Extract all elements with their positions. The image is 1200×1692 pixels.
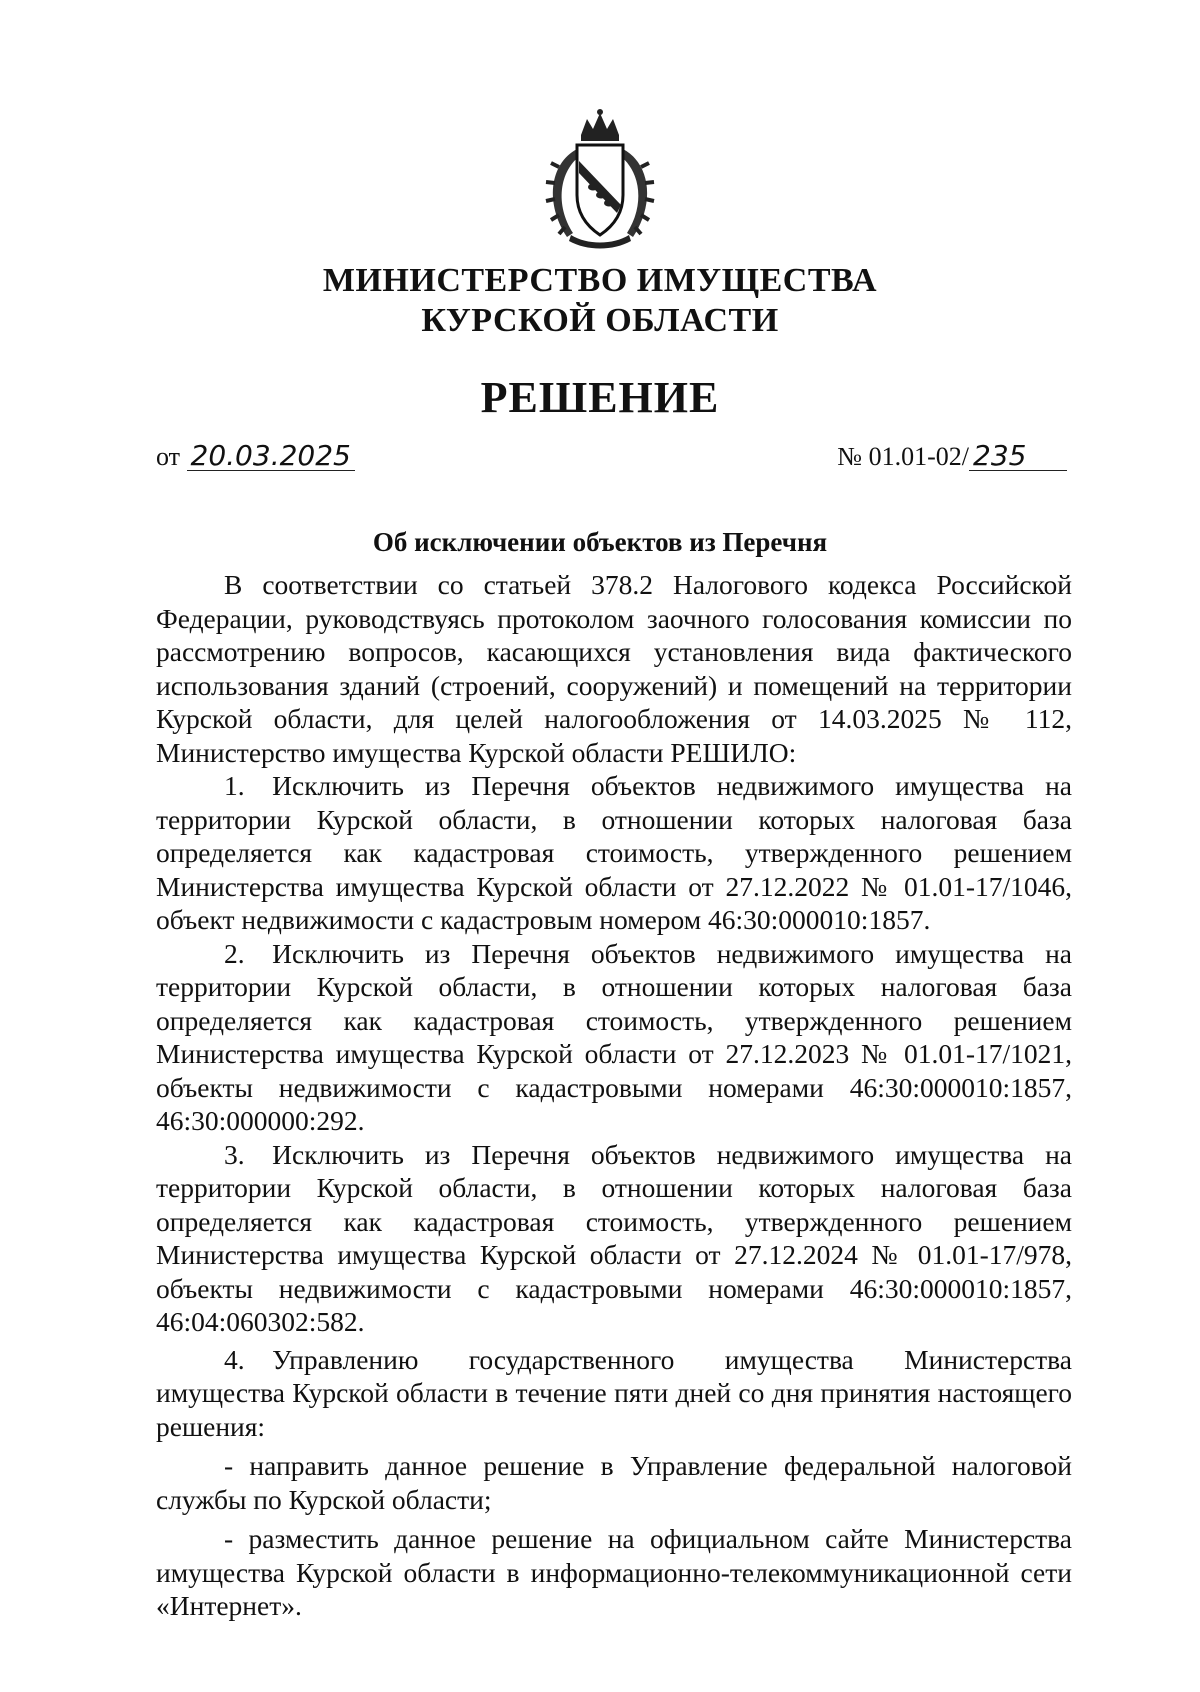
- date-line: [156, 439, 355, 472]
- document-type-title: РЕШЕНИЕ: [480, 373, 720, 422]
- decision-item-1: 1. Исключить из Перечня объектов недвижимого имущества на территории Курской области, в отношении которых налоговая база определяется как кадастровая стоимость, утвержденного решением Министерства имущества Курской области от 27.12.2022 № 01.01-17/1046, объект недвижимости с кадастровым номером 46:30:000010:1857.: [156, 770, 1072, 935]
- document-body: [156, 568, 1072, 1623]
- handwritten-date: 20.03.2025: [187, 442, 355, 471]
- ministry-name-line1: МИНИСТЕРСТВО ИМУЩЕСТВА: [322, 262, 878, 299]
- decision-item-4: 4. Управлению государственного имущества Министерства имущества Курской области в течение пяти дней со дня принятия настоящего решения:: [156, 1343, 1072, 1442]
- intro-paragraph: В соответствии со статьей 378.2 Налогового кодекса Российской Федерации, руководствуясь протоколом заочного голосования комиссии по рассмотрению вопросов, касающихся установления вида фактического использования зданий (строений, сооружений) и помещений на территории Курской области, для целей налогообложения от 14.03.2025 № 112, Министерство имущества Курской области РЕШИЛО:: [156, 569, 1072, 768]
- coat-of-arms-emblem: [537, 109, 663, 249]
- handwritten-number: 235: [969, 442, 1067, 471]
- decision-item-2: 2. Исключить из Перечня объектов недвижимого имущества на территории Курской области, в отношении которых налоговая база определяется как кадастровая стоимость, утвержденного решением Министерства имущества Курской области от 27.12.2023 № 01.01-17/1021, объекты недвижимости с кадастровыми номерами 46:30:000010:1857, 46:30:000000:292.: [156, 937, 1072, 1136]
- decision-item-3: 3. Исключить из Перечня объектов недвижимого имущества на территории Курской области, в отношении которых налоговая база определяется как кадастровая стоимость, утвержденного решением Министерства имущества Курской области от 27.12.2024 № 01.01-17/978, объекты недвижимости с кадастровыми номерами 46:30:000010:1857, 46:04:060302:582.: [156, 1138, 1072, 1337]
- ministry-name-line2: КУРСКОЙ ОБЛАСТИ: [421, 302, 779, 339]
- document-number-line: [837, 439, 1067, 472]
- document-subject: Об исключении объектов из Перечня: [372, 527, 828, 557]
- instruction-send-to-tax-service: - направить данное решение в Управление федеральной налоговой службы по Курской области;: [156, 1450, 1072, 1515]
- number-prefix: № 01.01-02/: [837, 442, 969, 471]
- date-prefix: от: [156, 442, 181, 471]
- instruction-publish-on-website: - разместить данное решение на официальном сайте Министерства имущества Курской области в информационно-телекоммуникационной сети «Интернет».: [156, 1523, 1072, 1621]
